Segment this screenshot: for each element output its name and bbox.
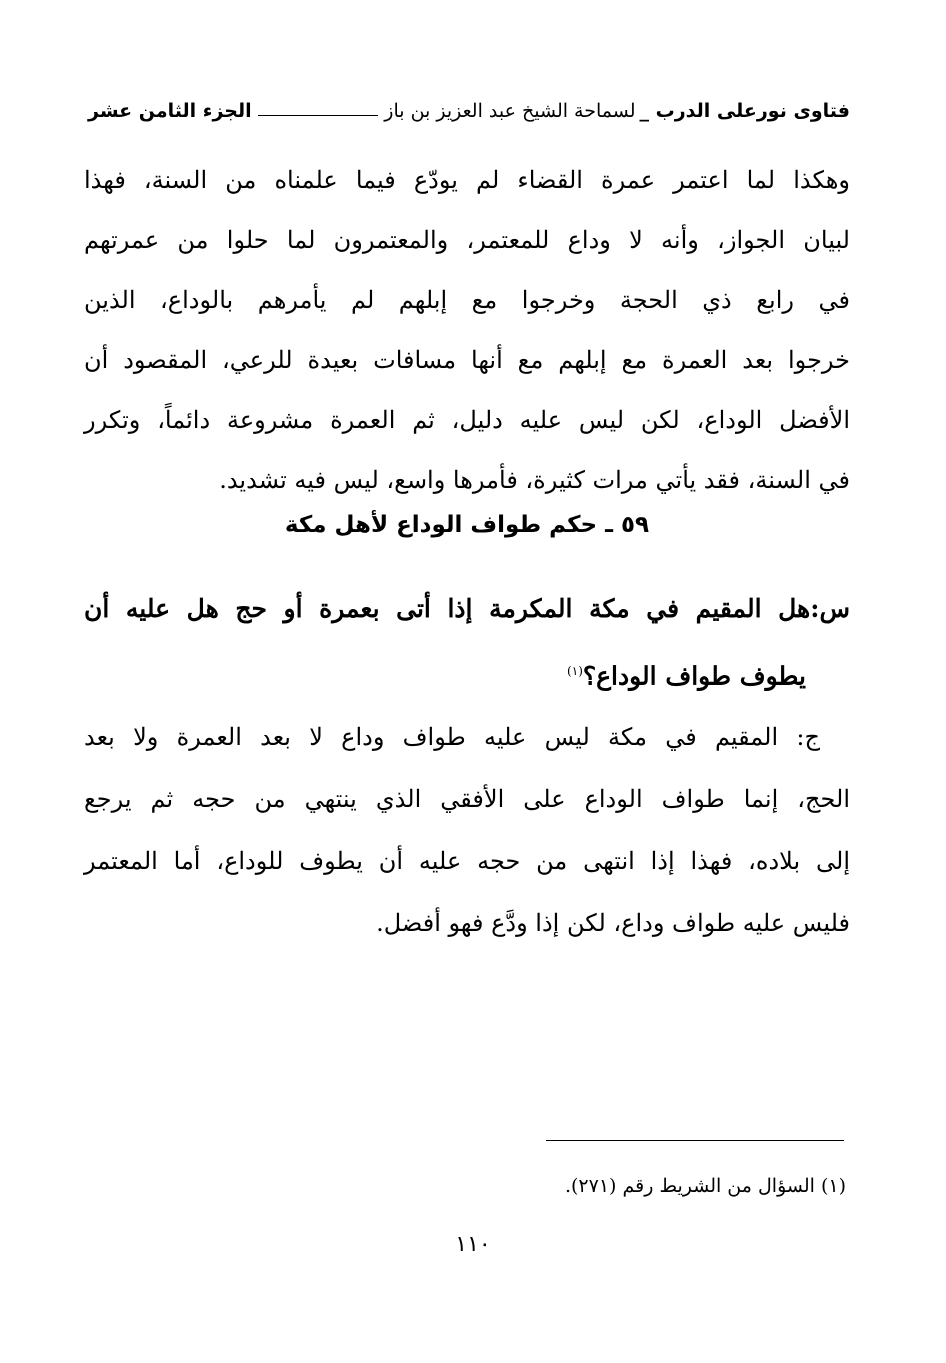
question-paragraph xyxy=(84,578,850,707)
answer-line: الحج، إنما طواف الوداع على الأفقي الذي ينتهي من حجه ثم يرجع xyxy=(84,785,850,813)
footnote-marker: (١) xyxy=(567,664,583,678)
text-line: في رابع ذي الحجة وخرجوا مع إبلهم لم يأمرهم بالوداع، الذين xyxy=(84,286,850,314)
answer-line: ج: المقيم في مكة ليس عليه طواف وداع لا بعد العمرة ولا بعد xyxy=(84,723,820,751)
running-header xyxy=(88,100,850,122)
question-text: يطوف طواف الوداع؟ xyxy=(582,661,806,691)
paragraph-continuation xyxy=(84,150,850,510)
header-rule xyxy=(258,115,379,116)
question-line xyxy=(84,640,850,707)
question-line: س:هل المقيم في مكة المكرمة إذا أتى بعمرة أو حج هل عليه أن xyxy=(84,594,850,623)
text-line: في السنة، فقد يأتي مرات كثيرة، فأمرها واسع، ليس فيه تشديد. xyxy=(219,466,850,494)
part-label: الجزء الثامن عشر xyxy=(88,100,252,122)
footnote-separator xyxy=(546,1140,844,1141)
text-line: وهكذا لما اعتمر عمرة القضاء لم يودّع فيما علمناه من السنة، فهذا xyxy=(84,166,850,194)
section-heading: ٥٩ ـ حكم طواف الوداع لأهل مكة xyxy=(284,512,650,538)
text-line: خرجوا بعد العمرة مع إبلهم مع أنها مسافات بعيدة للرعي، المقصود أن xyxy=(84,346,850,374)
author-name: لسماحة الشيخ عبد العزيز بن باز xyxy=(384,100,636,122)
text-line: لبيان الجواز، وأنه لا وداع للمعتمر، والمعتمرون لما حلوا من عمرتهم xyxy=(84,226,850,254)
answer-paragraph xyxy=(84,706,850,954)
answer-line: إلى بلاده، فهذا إذا انتهى من حجه عليه أن يطوف للوداع، أما المعتمر xyxy=(84,847,850,875)
answer-line: فليس عليه طواف وداع، لكن إذا ودَّع فهو أفضل. xyxy=(376,909,850,937)
page-number: ١١٠ xyxy=(455,1232,491,1257)
footnote: (١) السؤال من الشريط رقم (٢٧١). xyxy=(564,1175,846,1197)
book-title: فتاوى نورعلى الدرب _ xyxy=(639,100,850,122)
text-line: الأفضل الوداع، لكن ليس عليه دليل، ثم العمرة مشروعة دائماً، وتكرر xyxy=(84,406,850,434)
